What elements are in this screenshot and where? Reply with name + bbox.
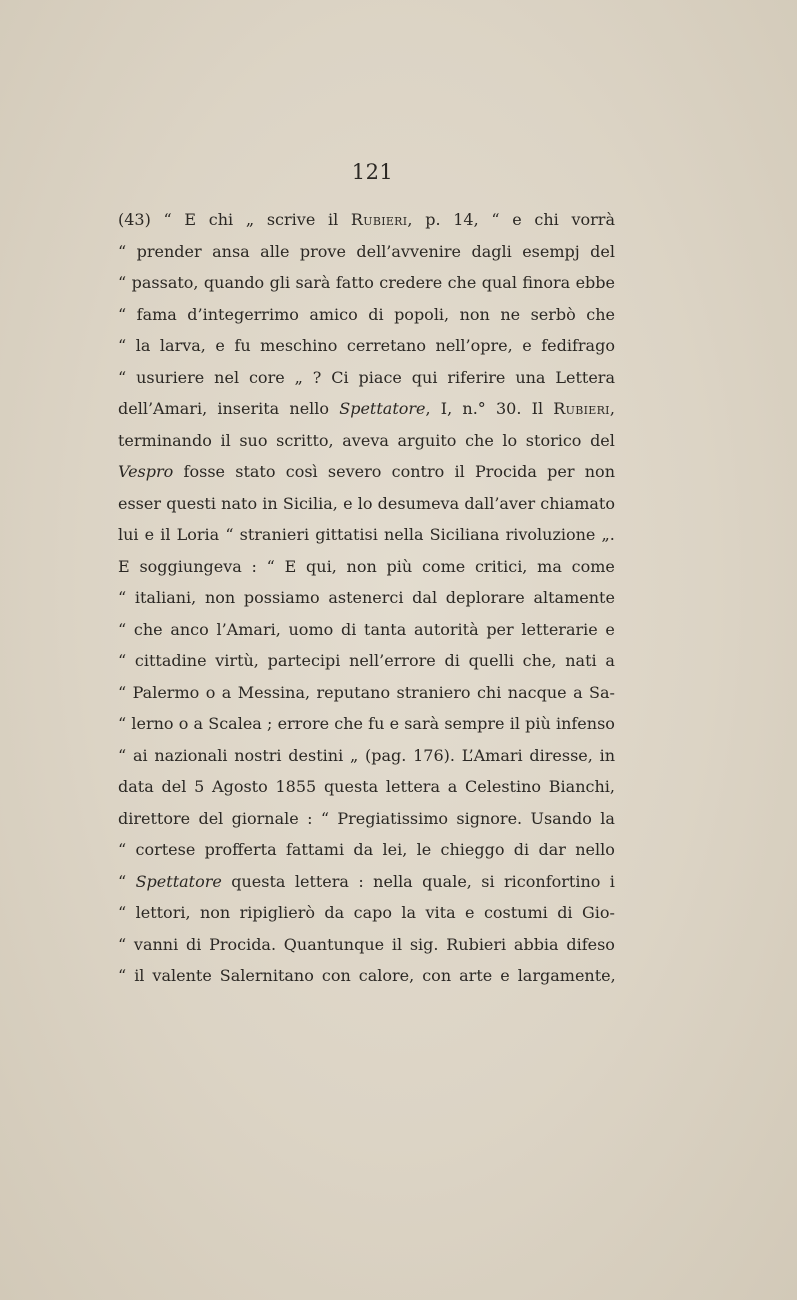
word: la [401,903,417,922]
word: non [584,462,615,481]
word: dell’avvenire [356,241,462,261]
word: chieggo [440,840,505,859]
word: qual [481,273,517,292]
word: Siciliana [429,525,500,544]
word: di [444,651,460,670]
word: non [204,588,236,607]
word: quelli [468,651,514,670]
word: fu [368,714,385,733]
text-line [118,708,615,740]
word: valente [152,966,212,985]
word: errore [277,714,330,733]
word: del [198,808,224,828]
word: come [421,556,466,576]
word: il [327,210,339,229]
word: Sa- [589,682,615,702]
word: : [251,556,257,576]
word: “ [118,871,127,891]
text-line [118,645,615,677]
word: straniero [396,682,471,702]
word: signore. [456,808,523,828]
word: L’Amari [461,745,523,765]
word: : [358,871,364,891]
word: che [586,304,615,324]
word: più [386,556,413,576]
text-line [118,834,615,866]
word: “ [118,367,127,387]
word: scrive [266,210,316,229]
word: nostri [234,745,282,765]
word: “ [118,966,127,985]
word: lui [118,525,139,544]
word: a [573,682,583,702]
word: il [391,934,403,954]
word: “ [118,588,127,607]
word: sarà [295,273,331,292]
text-line [118,771,615,803]
word: fosse [183,462,225,481]
word: in [262,493,278,513]
word: qui [411,367,438,387]
word: cortese [135,840,196,859]
word: e [215,336,225,355]
word: a [193,714,204,733]
word: e [465,903,475,922]
word: profferta [204,840,277,859]
word: reputano [316,682,391,702]
word: “ [118,840,127,859]
word: prender [136,241,202,261]
word: fatto [335,273,374,292]
word: Spettatore, [339,399,431,418]
word: infenso [555,714,615,733]
word: cerretano [346,336,426,355]
word: esser [118,493,162,513]
word: ansa [212,241,250,261]
word: Rubieri, [350,210,413,229]
word: “ [320,808,330,828]
word: usuriere [136,367,205,387]
word: quale, [422,871,472,891]
word: sempre [444,714,505,733]
text-line [118,236,615,268]
word: rivoluzione [505,525,596,544]
word: Spettatore [135,871,222,891]
word: ne [500,304,521,324]
word: del [590,430,615,450]
word: “ [118,619,127,639]
word: ? [312,367,322,387]
word: le [416,840,432,859]
word: larva, [159,336,206,355]
word: italiani, [134,588,197,607]
word: alle [260,241,290,261]
word: la [135,336,151,355]
word: nell’errore [349,651,436,670]
word: e [522,336,532,355]
word: più [525,714,551,733]
word: in [599,745,615,765]
word: per [486,619,514,639]
word: riconfortino [504,871,601,891]
word: “ [118,336,127,355]
word: popoli, [394,304,450,324]
word: lo [502,430,518,450]
text-line [118,614,615,646]
word: “ [266,556,275,576]
word: “ [118,745,127,765]
text-line [118,393,615,425]
word: tanta [364,619,407,639]
word: piace [358,367,402,387]
word: passato, [131,273,199,292]
word: data [118,777,154,796]
text-line [118,362,615,394]
word: e [500,966,510,985]
word: abbia [513,934,559,954]
word: di [513,840,530,859]
word: Rubieri, [553,399,615,418]
word: come [571,556,615,576]
word: del [161,777,187,796]
word: dell’Amari, [118,399,208,418]
word: lettori, [135,903,191,922]
word: inserita [217,399,280,418]
word: non [459,304,490,324]
word: Palermo [132,682,200,702]
text-line [118,866,615,898]
word: lettera [294,871,349,891]
word: Pregiatissimo [337,808,449,828]
word: nel [214,367,240,387]
word: amico [309,304,358,324]
text-line [118,299,615,331]
word: p. [425,210,441,229]
word: “ [118,273,127,292]
word: ma [537,556,562,576]
word: chi [476,682,502,702]
word: 14, [453,210,479,229]
word: il [134,966,145,985]
word: con [321,966,351,985]
word: vanni [133,934,179,954]
word: I, [440,399,453,418]
word: 30. [496,399,522,418]
word: Gio- [581,903,615,922]
word: per [547,462,575,481]
word: difeso [566,934,615,954]
word: arguito [397,430,457,450]
word: quando [203,273,265,292]
word: da [324,903,345,922]
word: Sicilia, [282,493,338,513]
word: “ [225,525,234,544]
word: cittadine [134,651,207,670]
word: fattami [285,840,345,859]
word: dagli [471,241,512,261]
word: sarà [404,714,440,733]
word: (43) [118,210,151,229]
word: Ci [331,367,349,387]
word: “ [118,651,127,670]
word: una [515,367,546,387]
word: il [160,525,171,544]
word: di [368,304,384,324]
word: “ [163,210,172,229]
word: e [605,619,615,639]
word: a [447,777,458,796]
word: „ [349,745,359,765]
word: contro [391,462,445,481]
word: Procida [474,462,537,481]
word: “ [118,304,127,324]
word: arte [459,966,493,985]
word: dall’aver [464,493,536,513]
word: Agosto [212,777,268,796]
text-line [118,803,615,835]
word: non [346,556,377,576]
text-line [118,519,615,551]
word: dar [538,840,566,859]
word: partecipi [267,651,341,670]
word: desumeva [377,493,460,513]
word: nati [565,651,597,670]
text-line [118,897,615,929]
word: non [199,903,231,922]
word: destini [288,745,344,765]
word: soggiungeva [139,556,242,576]
word: che, [522,651,557,670]
word: a [605,651,615,670]
word: letterarie [521,619,598,639]
word: prove [299,241,346,261]
word: gli [269,273,291,292]
word: nato [221,493,258,513]
word: scritto, [276,430,334,450]
text-line [118,551,615,583]
word: esempj [522,241,580,261]
word: lettera [385,777,440,796]
word: fu [234,336,251,355]
word: astenerci [328,588,404,607]
word: gittatisi [315,525,378,544]
word: l’Amari, [216,619,281,639]
text-line [118,960,615,992]
word: “ [118,241,127,261]
word: o [178,714,189,733]
word: Loria [176,525,220,544]
word: e [343,493,353,513]
word: dal [412,588,438,607]
word: calore, [358,966,415,985]
word: questa [231,871,286,891]
word: il [220,430,231,450]
word: aveva [342,430,389,450]
word: diresse, [529,745,593,765]
word: “ [118,934,127,954]
word: del [590,241,615,261]
word: vorrà [571,210,615,229]
word: nella [384,525,424,544]
word: il [509,714,520,733]
word: questi [166,493,216,513]
word: capo [353,903,392,922]
word: nella [373,871,413,891]
word: uomo [288,619,334,639]
word: e [144,525,155,544]
word: chi [208,210,234,229]
page-number: 121 [351,160,394,184]
word: ai [132,745,148,765]
text-line [118,267,615,299]
word: costumi [483,903,548,922]
word: lerno [131,714,174,733]
word: possiamo [243,588,320,607]
word: „ [245,210,255,229]
word: ebbe [575,273,615,292]
word: che [334,714,363,733]
word: Quantunque [283,934,385,954]
word: stranieri [239,525,310,544]
word: storico [525,430,582,450]
word: Il [531,399,544,418]
word: severo [327,462,382,481]
word: Lettera [555,367,615,387]
body-text [118,204,615,992]
word: Vespro [118,462,174,481]
word: ripiglierò [239,903,315,922]
word: fedifrago [541,336,615,355]
word: terminando [118,430,212,450]
word: “ [118,682,127,702]
word: che [133,619,163,639]
word: “ [118,714,127,733]
word: o [205,682,216,702]
word: di [557,903,573,922]
word: nazionali [154,745,228,765]
word: Scalea [208,714,262,733]
word: stato [235,462,276,481]
word: nello [289,399,330,418]
word: n.° [462,399,486,418]
word: che [465,430,494,450]
text-line [118,456,615,488]
word: Rubieri [446,934,507,954]
word: nell’opre, [435,336,513,355]
word: il [454,462,465,481]
word: largamente, [517,966,616,985]
word: d’integerrimo [187,304,299,324]
word: nacque [507,682,567,702]
word: lei, [382,840,408,859]
word: anco [170,619,209,639]
word: e [512,210,522,229]
word: direttore [118,808,191,828]
word: credere [379,273,443,292]
word: “ [118,903,127,922]
word: questa [323,777,379,796]
word: Salernitano [219,966,314,985]
word: che [447,273,477,292]
word: di [340,619,357,639]
word: (pag. [364,745,407,765]
word: autorità [413,619,479,639]
word: „. [601,525,615,544]
word: 5 [194,777,205,796]
word: 1855 [275,777,317,796]
text-line [118,929,615,961]
word: sig. [409,934,439,954]
word: fama [136,304,177,324]
word: altamente [533,588,615,607]
word: lo [357,493,373,513]
text-line [118,740,615,772]
word: si [481,871,495,891]
word: “ [491,210,500,229]
word: così [285,462,318,481]
text-line [118,488,615,520]
word: chi [534,210,559,229]
word: core [248,367,285,387]
word: virtù, [215,651,259,670]
word: E [118,556,130,576]
word: meschino [260,336,338,355]
word: E [184,210,197,229]
word: ; [267,714,273,733]
word: Procida. [209,934,277,954]
word: Messina, [237,682,311,702]
text-line [118,582,615,614]
word: a [221,682,232,702]
word: vita [425,903,456,922]
word: di [185,934,202,954]
word: i [609,871,615,891]
word: Bianchi, [548,777,615,796]
word: „ [294,367,303,387]
word: finora [522,273,571,292]
word: Usando [530,808,592,828]
word: da [353,840,374,859]
word: 176). [413,745,455,765]
word: critici, [474,556,528,576]
word: con [422,966,452,985]
word: chiamato [540,493,615,513]
word: la [600,808,615,828]
word: E [284,556,297,576]
word: : [307,808,313,828]
word: qui, [306,556,337,576]
word: deplorare [445,588,525,607]
text-line [118,677,615,709]
word: serbò [530,304,576,324]
word: e [389,714,400,733]
word: riferire [447,367,506,387]
word: suo [239,430,268,450]
word: nello [575,840,615,859]
text-line [118,204,615,236]
text-line [118,330,615,362]
word: giornale [231,808,299,828]
text-line [118,425,615,457]
word: Celestino [465,777,542,796]
